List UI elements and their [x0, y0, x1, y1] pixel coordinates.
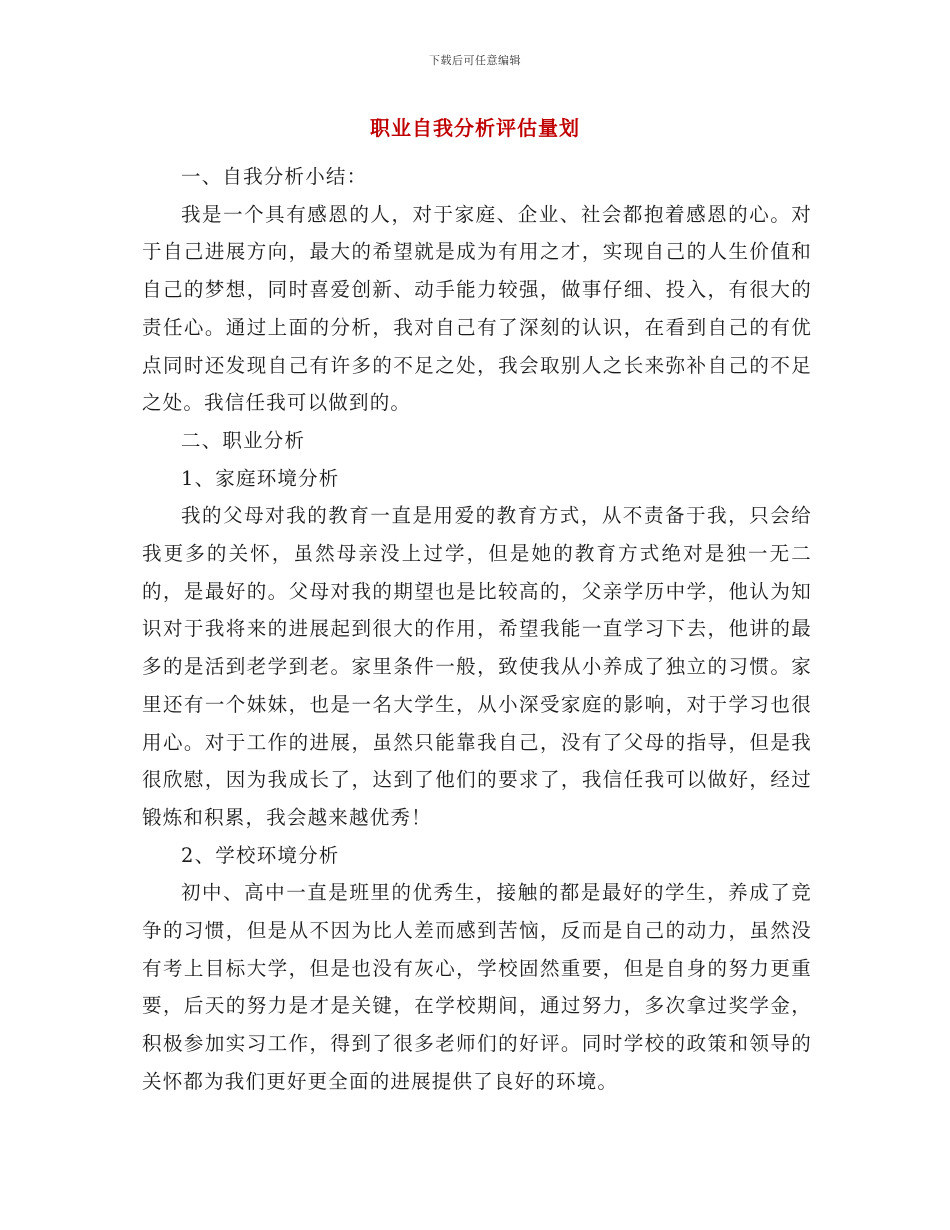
page-header-note: 下载后可任意编辑	[429, 54, 521, 67]
paragraph-school-environment: 初中、高中一直是班里的优秀生，接触的都是最好的学生，养成了竞争的习惯，但是从不因为比人差而感到苦恼，反而是自己的动力，虽然没有考上目标大学，但是也没有灰心，学校固然重要，但是自身的努力更重要，后天的努力是才是关键，在学校期间，通过努力，多次拿过奖学金，积极参加实习工作，得到了很多老师们的好评。同时学校的政策和领导的关怀都为我们更好更全面的进展提供了良好的环境。	[142, 881, 812, 1093]
paragraph-self-analysis: 我是一个具有感恩的人，对于家庭、企业、社会都抱着感恩的心。对于自己进展方向，最大的希望就是成为有用之才，实现自己的人生价值和自己的梦想，同时喜爱创新、动手能力较强，做事仔细、投入，有很大的责任心。通过上面的分析，我对自己有了深刻的认识，在看到自己的有优点同时还发现自己有许多的不足之处，我会取别人之长来弥补自己的不足之处。我信任我可以做到的。	[142, 202, 812, 415]
subsection-heading-family: 1、家庭环境分析	[181, 466, 340, 490]
paragraph-family-environment: 我的父母对我的教育一直是用爱的教育方式，从不责备于我，只会给我更多的关怀，虽然母亲没上过学，但是她的教育方式绝对是独一无二的，是最好的。父母对我的期望也是比较高的，父亲学历中学，他认为知识对于我将来的进展起到很大的作用，希望我能一直学习下去，他讲的最多的是活到老学到老。家里条件一般，致使我从小养成了独立的习惯。家里还有一个妹妹，也是一名大学生，从小深受家庭的影响，对于学习也很用心。对于工作的进展，虽然只能靠我自己，没有了父母的指导，但是我很欣慰，因为我成长了，达到了他们的要求了，我信任我可以做好，经过锻炼和积累，我会越来越优秀！	[142, 504, 812, 829]
document-body	[142, 158, 812, 1101]
section-heading-career-analysis: 二、职业分析	[181, 428, 306, 452]
document-title: 职业自我分析评估量划	[370, 116, 580, 140]
section-heading-self-analysis: 一、自我分析小结：	[181, 165, 368, 188]
subsection-heading-school: 2、学校环境分析	[181, 843, 340, 867]
